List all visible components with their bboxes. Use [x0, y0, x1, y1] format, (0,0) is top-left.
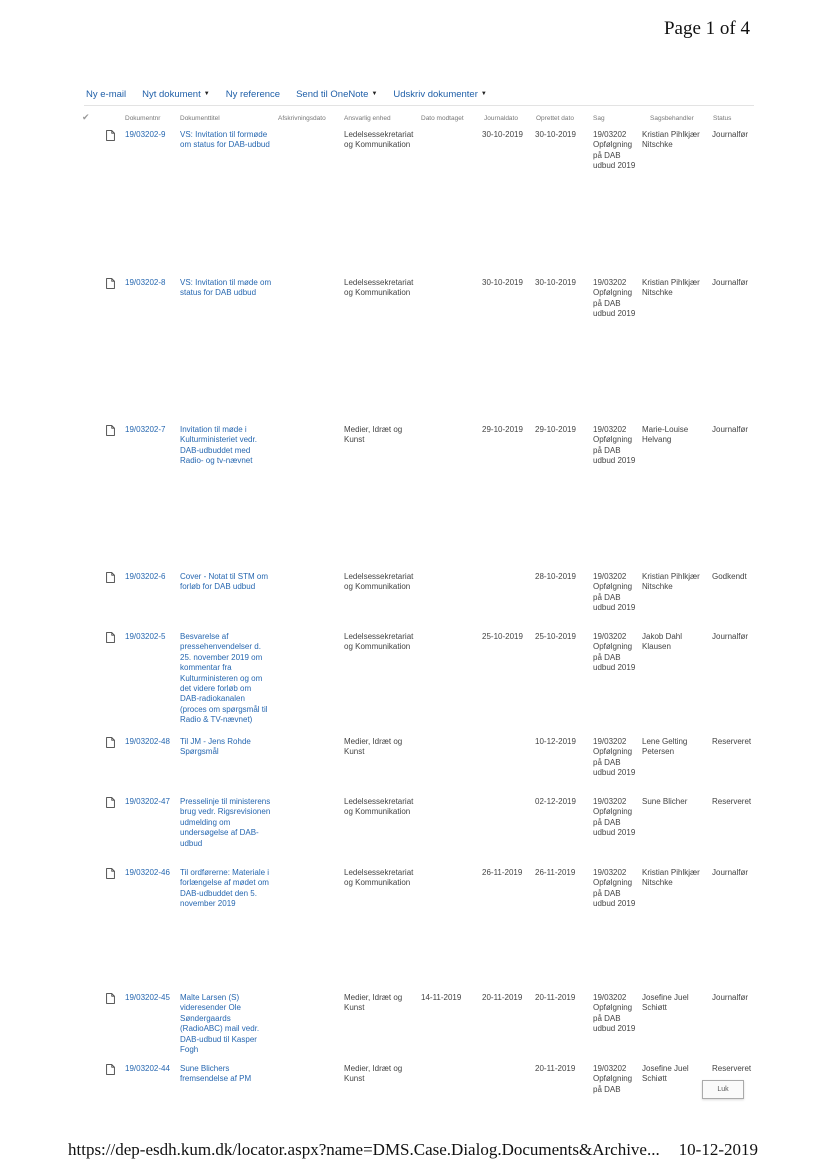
- new-reference-button[interactable]: Ny reference: [225, 89, 281, 100]
- new-document-button[interactable]: Nyt dokument ▼: [142, 89, 210, 100]
- responsible-unit: Ledelsessekretariat og Kommunikation: [344, 632, 414, 652]
- document-number-link[interactable]: 19/03202-5: [125, 632, 166, 641]
- toolbar: [86, 89, 503, 100]
- column-header-handler[interactable]: Sagsbehandler: [650, 115, 694, 122]
- document-icon[interactable]: [106, 632, 115, 643]
- column-header-afskrivning[interactable]: Afskrivningsdato: [278, 115, 326, 122]
- case-reference: 19/03202 Opfølgning på DAB udbud 2019: [593, 572, 636, 613]
- case-reference: 19/03202 Opfølgning på DAB udbud 2019: [593, 130, 636, 171]
- journal-date: 30-10-2019: [482, 278, 523, 287]
- document-title-link[interactable]: Malte Larsen (S) videresender Ole Søndergaards (RadioABC) mail vedr. DAB-udbud til Kasper Fogh: [180, 993, 260, 1055]
- case-reference: 19/03202 Opfølgning på DAB udbud 2019: [593, 797, 636, 838]
- document-icon[interactable]: [106, 1064, 115, 1075]
- status-text: Godkendt: [712, 572, 747, 581]
- responsible-unit: Ledelsessekretariat og Kommunikation: [344, 572, 414, 592]
- document-number-link[interactable]: 19/03202-9: [125, 130, 166, 139]
- responsible-unit: Medier, Idræt og Kunst: [344, 1064, 403, 1084]
- print-footer: [68, 1140, 758, 1160]
- status-text: Journalfør: [712, 425, 749, 434]
- journal-date: 29-10-2019: [482, 425, 523, 434]
- new-email-button[interactable]: Ny e-mail: [86, 89, 127, 100]
- document-title-link[interactable]: Til ordførerne: Materiale i forlængelse af mødet om DAB-udbuddet den 5. november 2019: [180, 868, 270, 909]
- caret-down-icon: ▼: [203, 91, 210, 97]
- document-icon[interactable]: [106, 130, 115, 141]
- created-date: 26-11-2019: [535, 868, 576, 877]
- document-number-link[interactable]: 19/03202-6: [125, 572, 166, 581]
- created-date: 30-10-2019: [535, 278, 576, 287]
- document-number-link[interactable]: 19/03202-45: [125, 993, 170, 1002]
- caret-down-icon: ▼: [371, 91, 378, 97]
- journal-date: 30-10-2019: [482, 130, 523, 139]
- created-date: 30-10-2019: [535, 130, 576, 139]
- document-title-link[interactable]: Invitation til møde i Kulturministeriet vedr. DAB-udbuddet med Radio- og tv-nævnet: [180, 425, 257, 466]
- document-icon[interactable]: [106, 993, 115, 1004]
- document-number-link[interactable]: 19/03202-44: [125, 1064, 170, 1073]
- case-handler: Marie-Louise Helvang: [642, 425, 689, 445]
- document-number-link[interactable]: 19/03202-47: [125, 797, 170, 806]
- status-text: Reserveret: [712, 797, 752, 806]
- case-reference: 19/03202 Opfølgning på DAB udbud 2019: [593, 737, 636, 778]
- print-documents-button[interactable]: Udskriv dokumenter ▼: [393, 89, 487, 100]
- document-title-link[interactable]: Cover - Notat til STM om forløb for DAB udbud: [180, 572, 269, 592]
- journal-date: 26-11-2019: [482, 868, 523, 877]
- checkmark-icon[interactable]: ✔: [82, 112, 90, 122]
- responsible-unit: Medier, Idræt og Kunst: [344, 425, 403, 445]
- column-header-received[interactable]: Dato modtaget: [421, 115, 464, 122]
- footer-date: 10-12-2019: [678, 1140, 758, 1159]
- footer-url: https://dep-esdh.kum.dk/locator.aspx?name=DMS.Case.Dialog.Documents&Archive...: [68, 1140, 660, 1159]
- case-handler: Kristian Pihlkjær Nitschke: [642, 130, 700, 150]
- status-text: Journalfør: [712, 632, 749, 641]
- document-title-link[interactable]: Til JM - Jens Rohde Spørgsmål: [180, 737, 251, 757]
- case-reference: 19/03202 Opfølgning på DAB udbud 2019: [593, 868, 636, 909]
- document-icon[interactable]: [106, 797, 115, 808]
- responsible-unit: Ledelsessekretariat og Kommunikation: [344, 797, 414, 817]
- date-received: 14-11-2019: [421, 993, 462, 1002]
- status-text: Journalfør: [712, 868, 749, 877]
- document-icon[interactable]: [106, 425, 115, 436]
- responsible-unit: Medier, Idræt og Kunst: [344, 737, 403, 757]
- document-title-link[interactable]: Besvarelse af pressehenvendelser d. 25. november 2019 om kommentar fra Kulturministeren og om det videre forløb om DAB-radiokanalen (proces om spørgsmål til Radio & TV-nævnet): [180, 632, 268, 725]
- created-date: 10-12-2019: [535, 737, 576, 746]
- caret-down-icon: ▼: [480, 91, 487, 97]
- status-text: Journalfør: [712, 993, 749, 1002]
- case-handler: Kristian Pihlkjær Nitschke: [642, 278, 700, 298]
- status-text: Journalfør: [712, 278, 749, 287]
- case-reference: 19/03202 Opfølgning på DAB: [593, 1064, 633, 1094]
- created-date: 20-11-2019: [535, 993, 576, 1002]
- column-header-title[interactable]: Dokumenttitel: [180, 115, 220, 122]
- document-number-link[interactable]: 19/03202-46: [125, 868, 170, 877]
- created-date: 28-10-2019: [535, 572, 576, 581]
- document-icon[interactable]: [106, 868, 115, 879]
- case-handler: Lene Gelting Petersen: [642, 737, 688, 757]
- toolbar-divider: [84, 105, 754, 106]
- case-handler: Kristian Pihlkjær Nitschke: [642, 868, 700, 888]
- document-icon[interactable]: [106, 737, 115, 748]
- document-number-link[interactable]: 19/03202-8: [125, 278, 166, 287]
- status-text: Reserveret: [712, 1064, 752, 1073]
- created-date: 02-12-2019: [535, 797, 576, 806]
- created-date: 20-11-2019: [535, 1064, 576, 1073]
- column-header-journaldate[interactable]: Journaldato: [484, 115, 518, 122]
- document-icon[interactable]: [106, 278, 115, 289]
- case-reference: 19/03202 Opfølgning på DAB udbud 2019: [593, 278, 636, 319]
- journal-date: 25-10-2019: [482, 632, 523, 641]
- close-button[interactable]: Luk: [702, 1080, 744, 1099]
- column-header-nr[interactable]: Dokumentnr: [125, 115, 161, 122]
- document-number-link[interactable]: 19/03202-48: [125, 737, 170, 746]
- responsible-unit: Medier, Idræt og Kunst: [344, 993, 403, 1013]
- created-date: 29-10-2019: [535, 425, 576, 434]
- case-handler: Josefine Juel Schiøtt: [642, 993, 689, 1013]
- created-date: 25-10-2019: [535, 632, 576, 641]
- document-title-link[interactable]: VS: Invitation til møde om status for DAB udbud: [180, 278, 272, 298]
- case-handler: Jakob Dahl Klausen: [642, 632, 683, 652]
- responsible-unit: Ledelsessekretariat og Kommunikation: [344, 868, 414, 888]
- case-handler: Sune Blicher: [642, 797, 688, 806]
- document-title-link[interactable]: Sune Blichers fremsendelse af PM: [180, 1064, 252, 1084]
- case-handler: Kristian Pihlkjær Nitschke: [642, 572, 700, 592]
- document-title-link[interactable]: VS: Invitation til formøde om status for DAB-udbud: [180, 130, 270, 150]
- status-text: Journalfør: [712, 130, 749, 139]
- document-icon[interactable]: [106, 572, 115, 583]
- column-header-unit[interactable]: Ansvarlig enhed: [344, 115, 391, 122]
- column-header-status[interactable]: Status: [713, 115, 732, 122]
- column-header-case[interactable]: Sag: [593, 115, 605, 122]
- case-handler: Josefine Juel Schiøtt: [642, 1064, 689, 1084]
- document-number-link[interactable]: 19/03202-7: [125, 425, 166, 434]
- send-to-onenote-button[interactable]: Send til OneNote ▼: [296, 89, 378, 100]
- page-number: Page 1 of 4: [663, 18, 750, 39]
- case-reference: 19/03202 Opfølgning på DAB udbud 2019: [593, 425, 636, 466]
- case-reference: 19/03202 Opfølgning på DAB udbud 2019: [593, 632, 636, 673]
- column-header-created[interactable]: Oprettet dato: [536, 115, 574, 122]
- journal-date: 20-11-2019: [482, 993, 523, 1002]
- case-reference: 19/03202 Opfølgning på DAB udbud 2019: [593, 993, 636, 1034]
- responsible-unit: Ledelsessekretariat og Kommunikation: [344, 130, 414, 150]
- document-title-link[interactable]: Presselinje til ministerens brug vedr. Rigsrevisionen udmelding om undersøgelse af DAB-udbud: [180, 797, 271, 848]
- responsible-unit: Ledelsessekretariat og Kommunikation: [344, 278, 414, 298]
- status-text: Reserveret: [712, 737, 752, 746]
